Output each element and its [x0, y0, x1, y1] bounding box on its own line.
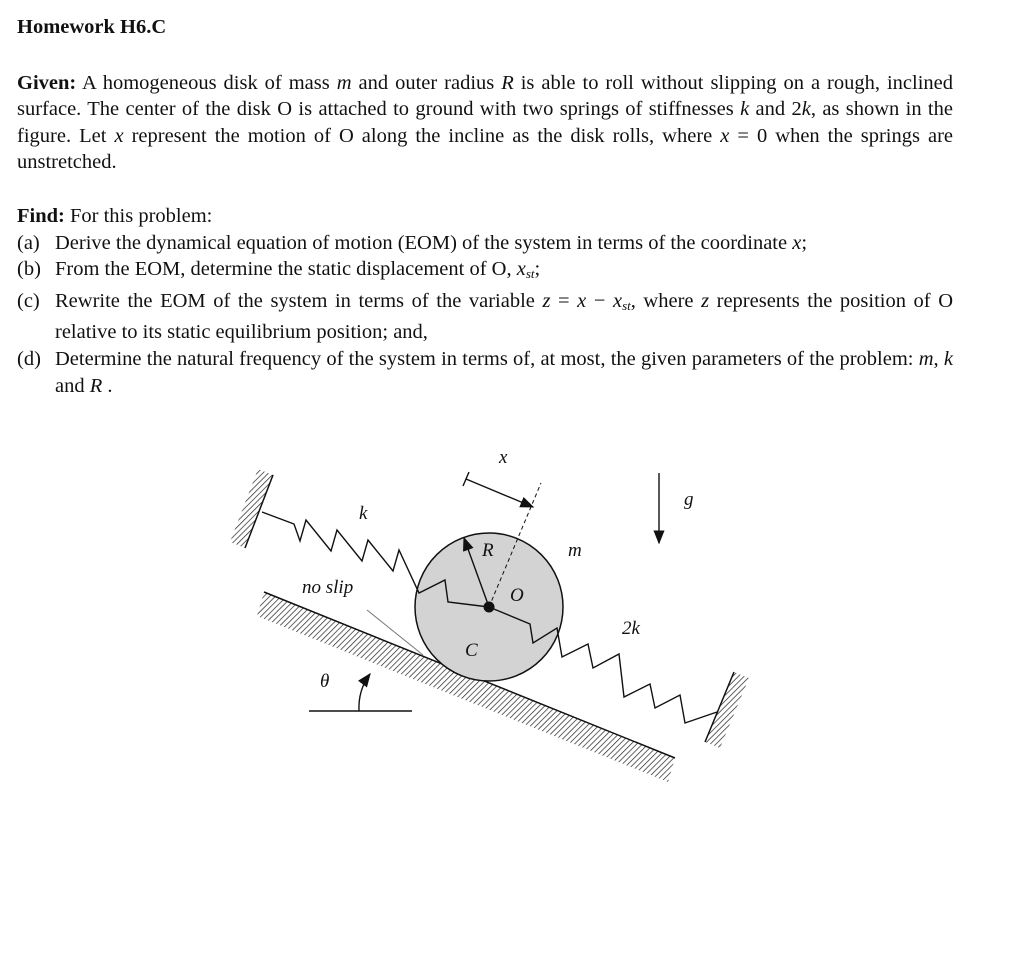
math-variable: k [943, 347, 953, 370]
text-segment: ; [801, 231, 808, 254]
text-segment: = 0 when the springs are unstretched. [17, 124, 954, 174]
math-variable: z [701, 289, 710, 312]
subscript: st [622, 297, 631, 313]
text-segment: Rewrite the EOM of the system in terms of the variable [55, 289, 543, 312]
math-variable: x [792, 231, 802, 254]
find-intro: For this problem: [64, 204, 213, 227]
math-variable: x [720, 124, 730, 147]
math-variable: x [114, 124, 124, 147]
text-segment: and [55, 374, 90, 397]
left-ground-wall [230, 469, 273, 548]
find-item-label: (a) [17, 231, 40, 254]
text-segment: and outer radius [351, 71, 502, 94]
label-x: x [499, 447, 508, 468]
label-2k: 2k [622, 618, 640, 639]
text-segment: , where [630, 289, 702, 312]
math-variable: x [577, 289, 587, 312]
math-variable: x [612, 289, 623, 312]
text-segment: represent the motion of O along the incline as the disk rolls, where [123, 124, 721, 147]
label-no-slip: no slip [302, 577, 354, 598]
label-g: g [684, 489, 694, 510]
label-C: C [465, 640, 478, 661]
label-theta: θ [320, 671, 330, 692]
label-O: O [510, 585, 524, 606]
text-segment: , as shown in the figure. Let [17, 98, 953, 147]
right-ground-wall [705, 672, 749, 748]
x-displacement-arrow [463, 472, 533, 507]
label-k: k [359, 503, 368, 524]
text-segment: , [933, 347, 944, 370]
text-segment: Derive the dynamical equation of motion (EOM) of the system in terms of the coordinate [55, 231, 793, 254]
center-point-O [484, 602, 495, 613]
text-segment: and 2 [749, 98, 802, 121]
math-variable: k [801, 98, 811, 121]
label-m: m [568, 540, 582, 561]
text-segment: represents the position of O relative to its static equilibrium position; and, [55, 289, 953, 344]
theta-arrow [359, 674, 370, 711]
text-segment: = [550, 289, 578, 312]
text-segment: is able to roll without slipping on a rough, inclined surface. The center of the disk O is attached to ground with two springs of stiffnesses [17, 71, 953, 121]
find-label: Find: [17, 204, 65, 227]
text-segment: Determine the natural frequency of the system in terms of, at most, the given parameters of the problem: [55, 347, 919, 370]
math-variable: x [516, 258, 526, 281]
text-segment: . [102, 374, 113, 397]
find-item-label: (d) [17, 347, 41, 370]
subscript: st [525, 266, 535, 282]
math-variable: m [336, 71, 352, 94]
math-variable: z [542, 289, 551, 312]
math-variable: R [89, 374, 103, 397]
given-label: Given: [17, 71, 77, 94]
text-segment: From the EOM, determine the static displacement of O, [55, 258, 517, 281]
text-segment: − [586, 289, 613, 312]
label-R: R [482, 540, 494, 561]
find-item-label: (b) [17, 258, 41, 281]
find-item-label: (c) [17, 289, 40, 312]
page-title: Homework H6.C [17, 16, 167, 38]
text-segment: A homogeneous disk of mass [76, 71, 337, 94]
math-variable: k [740, 98, 750, 121]
text-segment: ; [534, 258, 541, 281]
math-variable: R [501, 71, 514, 94]
math-variable: m [918, 347, 934, 370]
